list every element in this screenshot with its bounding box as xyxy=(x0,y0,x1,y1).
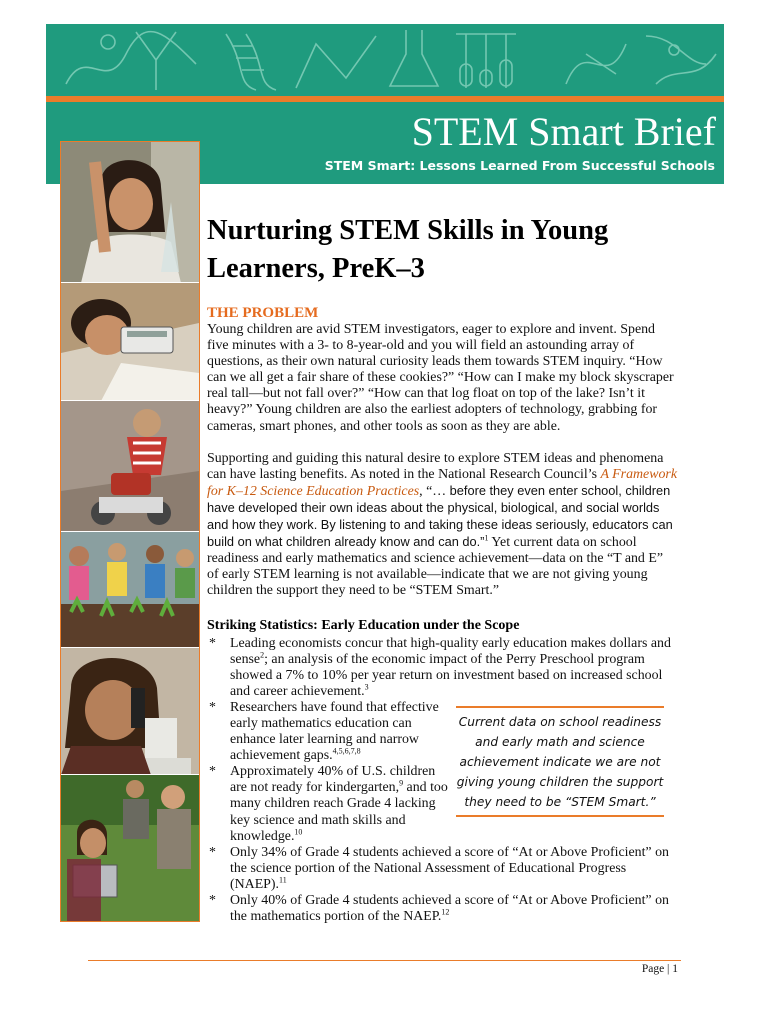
article-title: Nurturing STEM Skills in Young Learners, PreK–3 xyxy=(207,215,609,284)
bullet-marker: * xyxy=(209,844,216,860)
p2-text-b: , “… xyxy=(419,483,450,499)
framework-quote: before they even enter school, children have developed their own ideas about the physical, biological, and social worlds and how they work. By listening to and taking these ideas seriously, educators can build on what children already know and can do.” xyxy=(207,482,673,550)
photo-boy-with-calculator xyxy=(61,283,199,401)
item-text: and too many children reach Grade 4 lacking key science and math skills and knowledge. xyxy=(230,780,448,844)
footnote-ref: 9 xyxy=(399,778,404,788)
photo-children-gardening xyxy=(61,532,199,648)
list-item xyxy=(207,700,455,764)
footnote-ref: 3 xyxy=(364,682,369,692)
item-text: ; an analysis of the economic impact of the Perry Preschool program showed a 7% to 10% per year return on investment based on increased school and career achievement. xyxy=(230,651,663,699)
p2-text-d: Yet current data on school readiness and early mathematics and science achievement—data on the “T and E” of early STEM learning is not available—indicate that we are not giving young children the support they need to be “STEM Smart.” xyxy=(207,535,664,599)
list-item xyxy=(207,845,677,893)
p2-text-a: Supporting and guiding this natural desire to explore STEM ideas and phenomena can have lasting benefits. As noted in the National Research Council’s xyxy=(207,450,664,482)
list-item xyxy=(207,636,677,700)
pull-quote: Current data on school readiness and early math and science achievement indicate we are not giving young children the support they need to be “STEM Smart.” xyxy=(456,706,664,817)
framework-citation: A Framework for K–12 Science Education Practices xyxy=(207,466,677,499)
bullet-marker: * xyxy=(209,635,216,651)
item-text: Leading economists concur that high-quality early education makes dollars and sense xyxy=(230,635,671,667)
photo-column xyxy=(60,141,200,922)
brief-subtitle: STEM Smart: Lessons Learned From Successful Schools xyxy=(324,158,715,173)
statistics-heading: Striking Statistics: Early Education under the Scope xyxy=(207,617,520,633)
item-text: Only 40% of Grade 4 students achieved a score of “At or Above Proficient” on the mathematics portion of the NAEP. xyxy=(230,893,669,925)
article-body xyxy=(207,212,677,925)
photo-students-outdoors-with-laptop xyxy=(61,775,199,921)
problem-heading: THE PROBLEM xyxy=(207,305,319,321)
bullet-marker: * xyxy=(209,699,216,715)
banner-orange-stripe xyxy=(46,96,724,102)
footnote-ref: 12 xyxy=(441,907,450,917)
photo-child-with-robot xyxy=(61,401,199,532)
footnote-ref: 10 xyxy=(294,827,303,836)
bullet-marker: * xyxy=(209,893,216,908)
problem-paragraph-1: Young children are avid STEM investigators, eager to explore and invent. Spend five minutes with a 3- to 8-year-old and you will field an astounding array of questions, as their own natural curiosity leads them towards STEM inquiry. “How can we all get a fair share of these cookies?” “How can I make my block skyscraper real tall—but not fall over?” “How can that log float on top of the lake? Isn’t it heavy?” Young children are also the earliest adopters of technology, grabbing for cameras, smart phones, and other tools as soon as they are able. xyxy=(207,322,674,434)
bullet-marker: * xyxy=(209,764,216,780)
footnote-ref: 4,5,6,7,8 xyxy=(332,746,361,756)
item-text: Only 34% of Grade 4 students achieved a score of “At or Above Proficient” on the science portion of the National Assessment of Educational Progress (NAEP). xyxy=(230,844,669,892)
page-number: Page | 1 xyxy=(641,963,678,975)
list-item xyxy=(207,893,677,925)
list-item xyxy=(207,764,455,844)
footer-rule xyxy=(88,960,681,961)
brief-title: STEM Smart Brief xyxy=(411,109,716,154)
footnote-ref: 1 xyxy=(484,533,489,543)
item-text: Approximately 40% of U.S. children are not ready for kindergarten, xyxy=(230,764,436,796)
item-text: Researchers have found that effective early mathematics education can enhance later learning and narrow achievement gaps. xyxy=(230,699,439,764)
problem-paragraph-2 xyxy=(207,451,677,600)
photo-girl-at-microscope xyxy=(61,648,199,775)
footnote-ref: 2 xyxy=(260,649,265,659)
footnote-ref: 11 xyxy=(279,875,287,885)
photo-girl-with-lab-glassware xyxy=(61,142,199,283)
science-doodle-illustration xyxy=(46,24,724,96)
